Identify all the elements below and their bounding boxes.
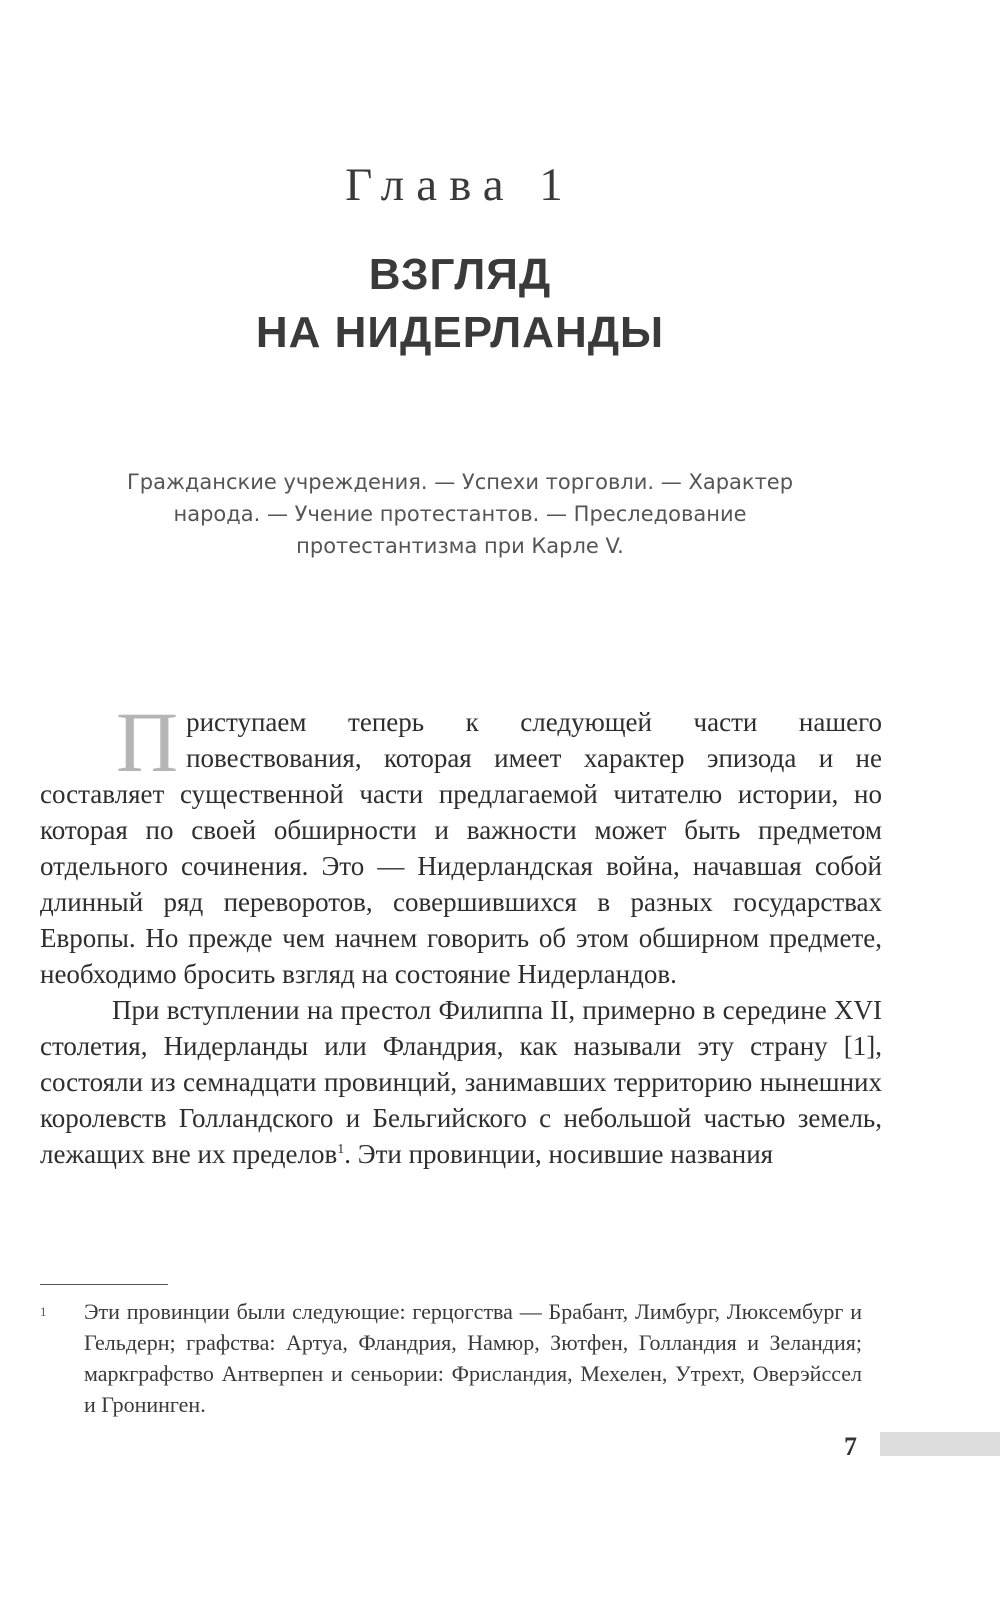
page-edge-tab [880, 1432, 1000, 1456]
footnote-reference[interactable]: 1 [337, 1142, 345, 1157]
footnote-marker: 1 [40, 1304, 47, 1319]
paragraph-2-text-end: . Эти провинции, носившие названия [344, 1139, 774, 1169]
epigraph-line-2: народа. — Учение протестантов. — Преследование [173, 502, 747, 526]
footnote-text: Эти провинции были следующие: герцогства — Брабант, Лимбург, Люксембург и Гельдерн; графства: Артуа, Фландрия, Намюр, Зютфен, Голландия и Зеландия; маркграфство Антверпен и сеньории: Фрисландия, Мехелен, Утрехт, Оверэйссел и Гронинген. [84, 1299, 862, 1417]
epigraph-line-1: Гражданские учреждения. — Успехи торговли. — Характер [126, 470, 794, 494]
chapter-title [0, 246, 920, 362]
footnote [40, 1296, 862, 1420]
chapter-title-line-2: НА НИДЕРЛАНДЫ [255, 308, 665, 357]
body-text [40, 694, 882, 1172]
page-number: 7 [844, 1432, 857, 1461]
epigraph-line-3: протестантизма при Карле V. [296, 534, 624, 558]
paragraph-1 [40, 694, 882, 992]
chapter-label: Глава 1 [345, 159, 575, 211]
chapter-epigraph [100, 466, 820, 562]
footnote-divider [40, 1284, 168, 1285]
paragraph-2 [40, 992, 882, 1172]
paragraph-1-text: риступаем теперь к следующей части нашего повествования, которая имеет характер эпизода и не составляет существенной части предлагаемой читателю истории, но которая по своей обширности и важности может быть предметом отдельного сочинения. Это — Нидерландская война, начавшая собой длинный ряд переворотов, совершившихся в разных государствах Европы. Но прежде чем начнем говорить об этом обширном предмете, необходимо бросить взгляд на состояние Нидерландов. [40, 707, 882, 989]
drop-cap: П [116, 694, 179, 790]
paragraph-2-text: При вступлении на престол Филиппа II, примерно в середине XVI столетия, Нидерланды или Фландрия, как называли эту страну [1], состояли из семнадцати провинций, занимавших территорию нынешних королевств Голландского и Бельгийского с небольшой частью земель, лежащих вне их пределов [40, 995, 882, 1169]
chapter-title-line-1: ВЗГЛЯД [368, 250, 552, 299]
